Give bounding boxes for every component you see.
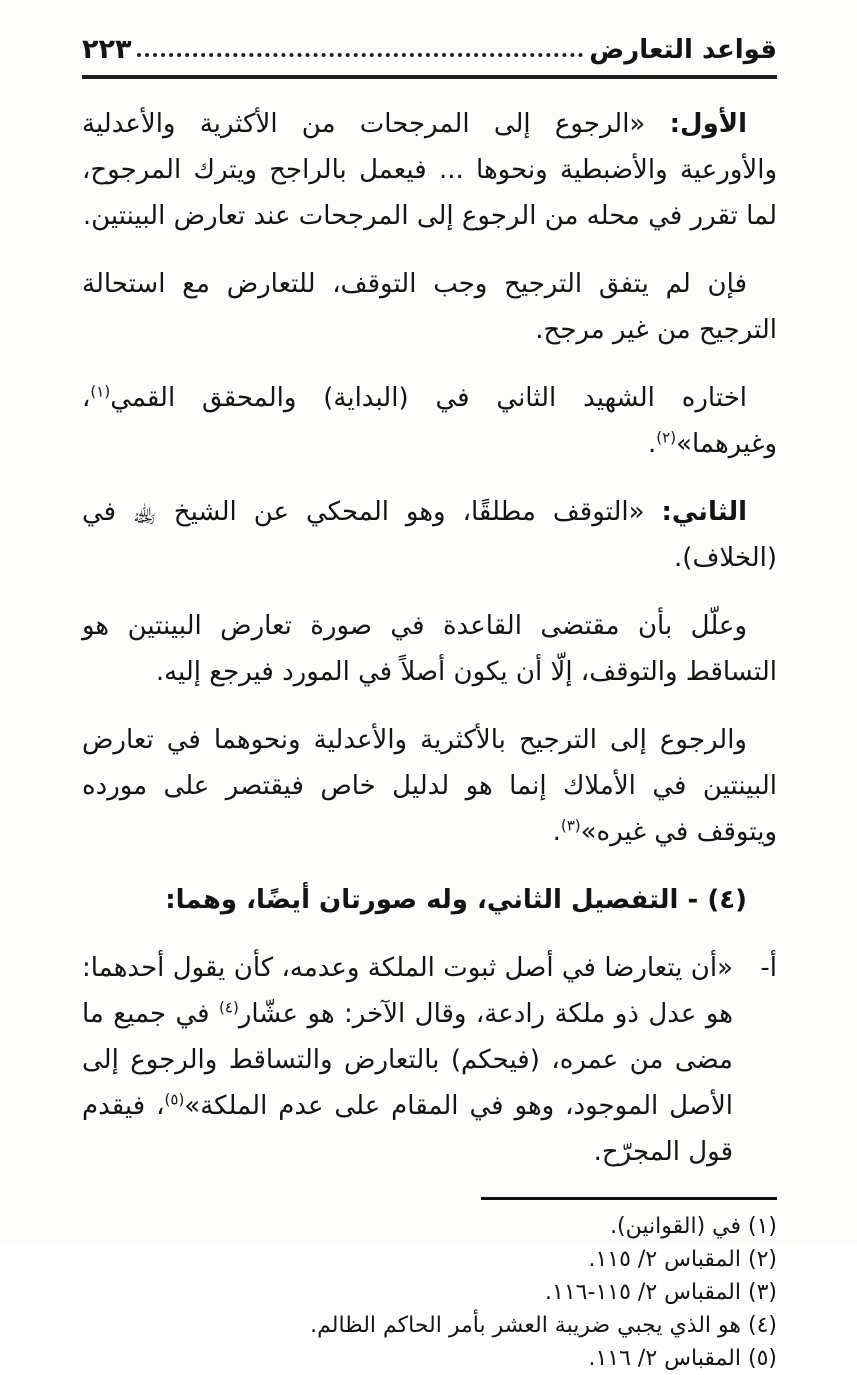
paragraph: الثاني: «التوقف مطلقًا، وهو المحكي عن الشيخ ﵀ في (الخلاف).	[82, 497, 777, 574]
footnote-list	[82, 1210, 777, 1375]
footnote-line: (٣) المقباس ٢/ ١١٥-١١٦.	[545, 1280, 777, 1306]
list-marker: أ-	[760, 953, 777, 984]
bold-lead: الثاني:	[661, 497, 747, 528]
paragraph: اختاره الشهيد الثاني في (البداية) والمحقق القمي$^{(١)}$، وغيرهما»$^{(٢)}$.	[82, 382, 777, 460]
paragraph: والرجوع إلى الترجيح بالأكثرية والأعدلية ونحوهما في تعارض البينتين في الأملاك إنما هو لدليل خاص فيقتصر على مورده ويتوقف في غيره»$^{(٣)}$.	[82, 725, 777, 848]
footnote-line: (٥) المقباس ٢/ ١١٦.	[588, 1346, 777, 1372]
footnote-ref: (٣)	[560, 816, 581, 835]
paragraph: الأول: «الرجوع إلى المرجحات من الأكثرية والأعدلية والأورعية والأضبطية ونحوها ... فيعمل بالراجح ويترك المرجوح، لما تقرر في محله من الرجوع إلى المرجحات عند تعارض البينتين.	[82, 109, 777, 232]
footnote-line: (٢) المقباس ٢/ ١١٥.	[588, 1247, 777, 1273]
footnote-ref: (٢)	[656, 428, 677, 447]
bold-lead: الأول:	[669, 109, 747, 140]
bold-lead: (٤) - التفصيل الثاني، وله صورتان أيضًا، وهما:	[165, 885, 747, 916]
paragraph: وعلّل بأن مقتضى القاعدة في صورة تعارض البينتين هو التساقط والتوقف، إلّا أن يكون أصلاً في المورد فيرجع إليه.	[82, 611, 777, 688]
page-body	[82, 101, 777, 1175]
footnotes-section	[82, 1197, 777, 1375]
footnote-ref: (١)	[90, 382, 111, 401]
footnote-ref: (٤)	[219, 998, 239, 1017]
page-number: ٢٢٣	[82, 34, 132, 65]
page-header	[82, 34, 777, 79]
list-item-text: «أن يتعارضا في أصل ثبوت الملكة وعدمه، كأن يقول أحدهما: هو عدل ذو ملكة رادعة، وقال الآخر: هو عشّار$^{(٤)}$ في جميع ما مضى من عمره، (فيحكم) بالتعارض والتساقط والرجوع إلى الأصل الموجود، وهو في المقام على عدم الملكة»$^{(٥)}$، فيقدم قول المجرّح.	[82, 953, 734, 1168]
footnote-line: (٤) هو الذي يجبي ضريبة العشر بأمر الحاكم الظالم.	[310, 1313, 777, 1339]
footnote-separator	[481, 1197, 777, 1200]
section-heading	[82, 877, 777, 923]
footnote-line: (١) في (القوانين).	[610, 1214, 777, 1240]
footnote-ref: (٥)	[164, 1090, 185, 1109]
running-title: قواعد التعارض	[589, 35, 777, 66]
list-item	[82, 945, 777, 1175]
dot-leader	[137, 53, 583, 57]
paragraph: فإن لم يتفق الترجيح وجب التوقف، للتعارض مع استحالة الترجيح من غير مرجح.	[82, 269, 777, 346]
